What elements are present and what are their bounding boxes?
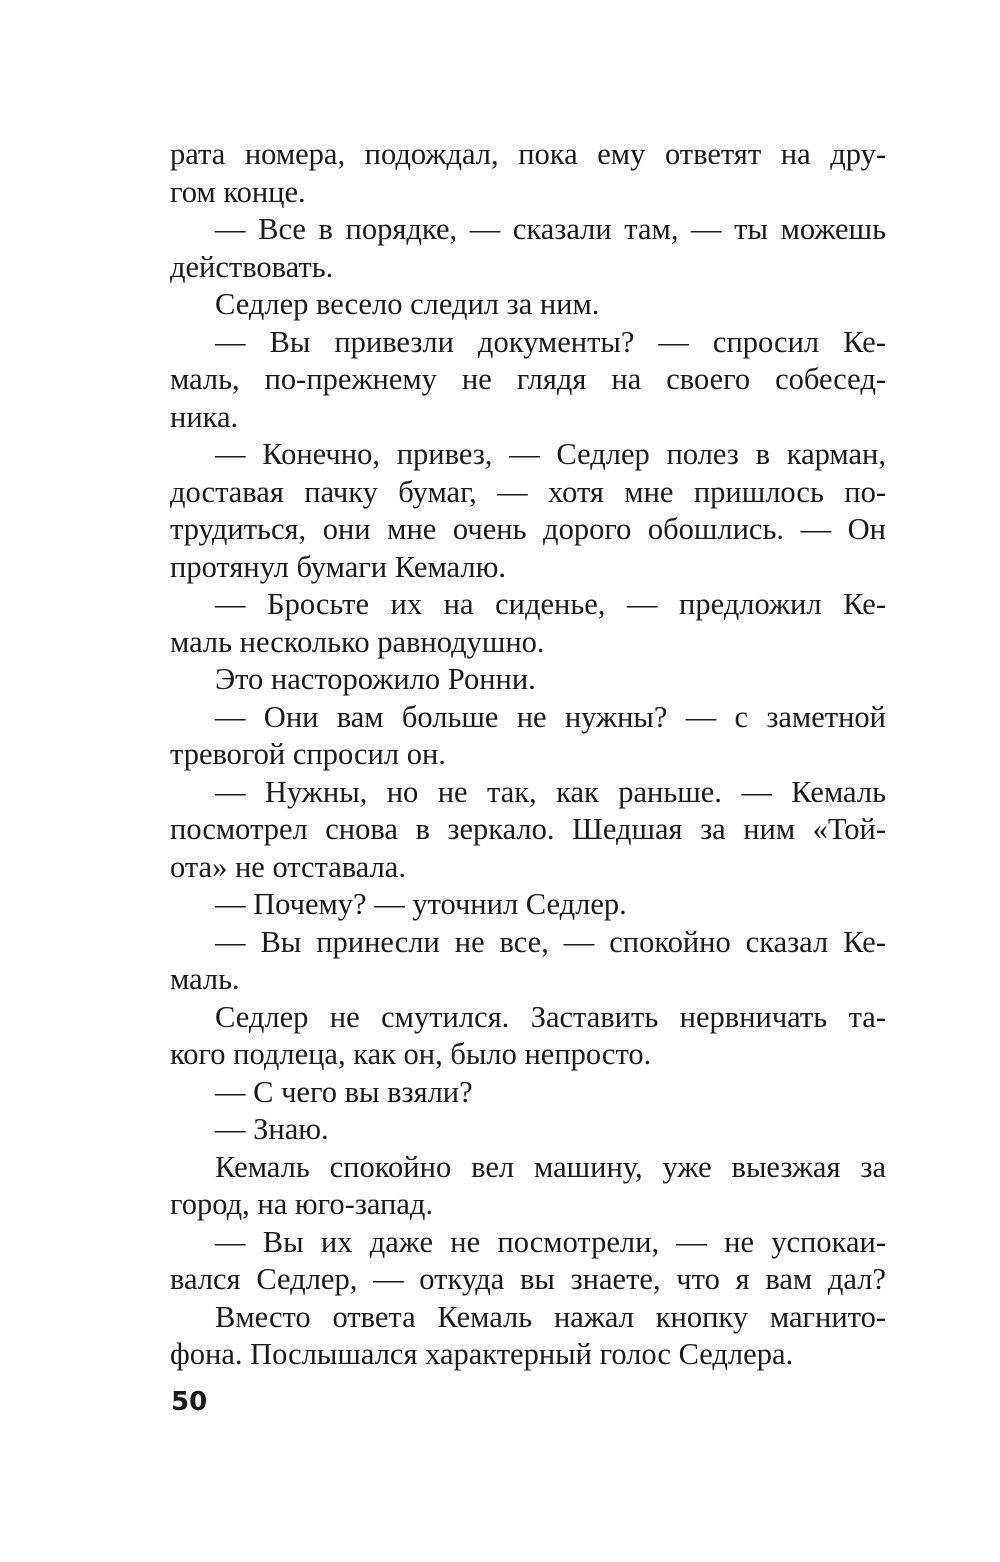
text-line: доставая пачку бумаг, — хотя мне пришлось по- — [170, 474, 886, 509]
text-line: протянул бумаги Кемалю. — [170, 549, 506, 584]
text-line: маль. — [170, 962, 240, 996]
text-line: вался Седлер, — откуда вы знаете, что я вам дал? — [170, 1262, 886, 1296]
text-line: ника. — [170, 399, 239, 434]
text-line: тревогой спросил он. — [170, 737, 446, 771]
text-line: — С чего вы взяли? — [215, 1074, 473, 1109]
text-line: — Конечно, привез, — Седлер полез в карман, — [215, 437, 886, 471]
text-line: — Вы их даже не посмотрели, — не успокаи- — [215, 1224, 886, 1259]
text-line: — Вы принесли не все, — спокойно сказал Ке- — [215, 924, 886, 959]
text-line: Кемаль спокойно вел машину, уже выезжая за — [215, 1149, 886, 1184]
text-line: фона. Послышался характерный голос Седлера. — [170, 1337, 794, 1371]
text-line: — Они вам больше не нужны? — с заметной — [215, 699, 886, 734]
page-number: 50 — [171, 1387, 208, 1417]
text-line: маль несколько равнодушно. — [170, 624, 545, 659]
text-line: — Бросьте их на сиденье, — предложил Ке- — [215, 587, 886, 621]
text-line: — Нужны, но не так, как раньше. — Кемаль — [215, 774, 886, 809]
text-line: посмотрел снова в зеркало. Шедшая за ним «Той- — [170, 812, 886, 846]
text-line: — Все в порядке, — сказали там, — ты можешь — [215, 212, 886, 246]
text-line: трудиться, они мне очень дорого обошлись. — Он — [170, 512, 886, 546]
text-line: ота» не отставала. — [170, 849, 406, 884]
text-line: Седлер не смутился. Заставить нервничать та- — [215, 999, 886, 1034]
text-line: действовать. — [170, 249, 334, 284]
text-line: кого подлеца, как он, было непросто. — [170, 1037, 652, 1071]
text-line: гом конце. — [170, 174, 306, 209]
text-line: рата номера, подождал, пока ему ответят на дру- — [170, 137, 886, 171]
text-line: Это насторожило Ронни. — [215, 662, 536, 696]
text-line: маль, по-прежнему не глядя на своего собесед- — [170, 362, 886, 396]
text-line: Вместо ответа Кемаль нажал кнопку магнито- — [215, 1299, 886, 1334]
text-line: — Вы привезли документы? — спросил Ке- — [215, 324, 886, 359]
text-line: — Знаю. — [215, 1112, 329, 1146]
text-line: город, на юго-запад. — [170, 1187, 434, 1221]
body-text — [170, 136, 886, 1374]
text-line: — Почему? — уточнил Седлер. — [215, 887, 627, 921]
text-line: Седлер весело следил за ним. — [215, 287, 600, 321]
